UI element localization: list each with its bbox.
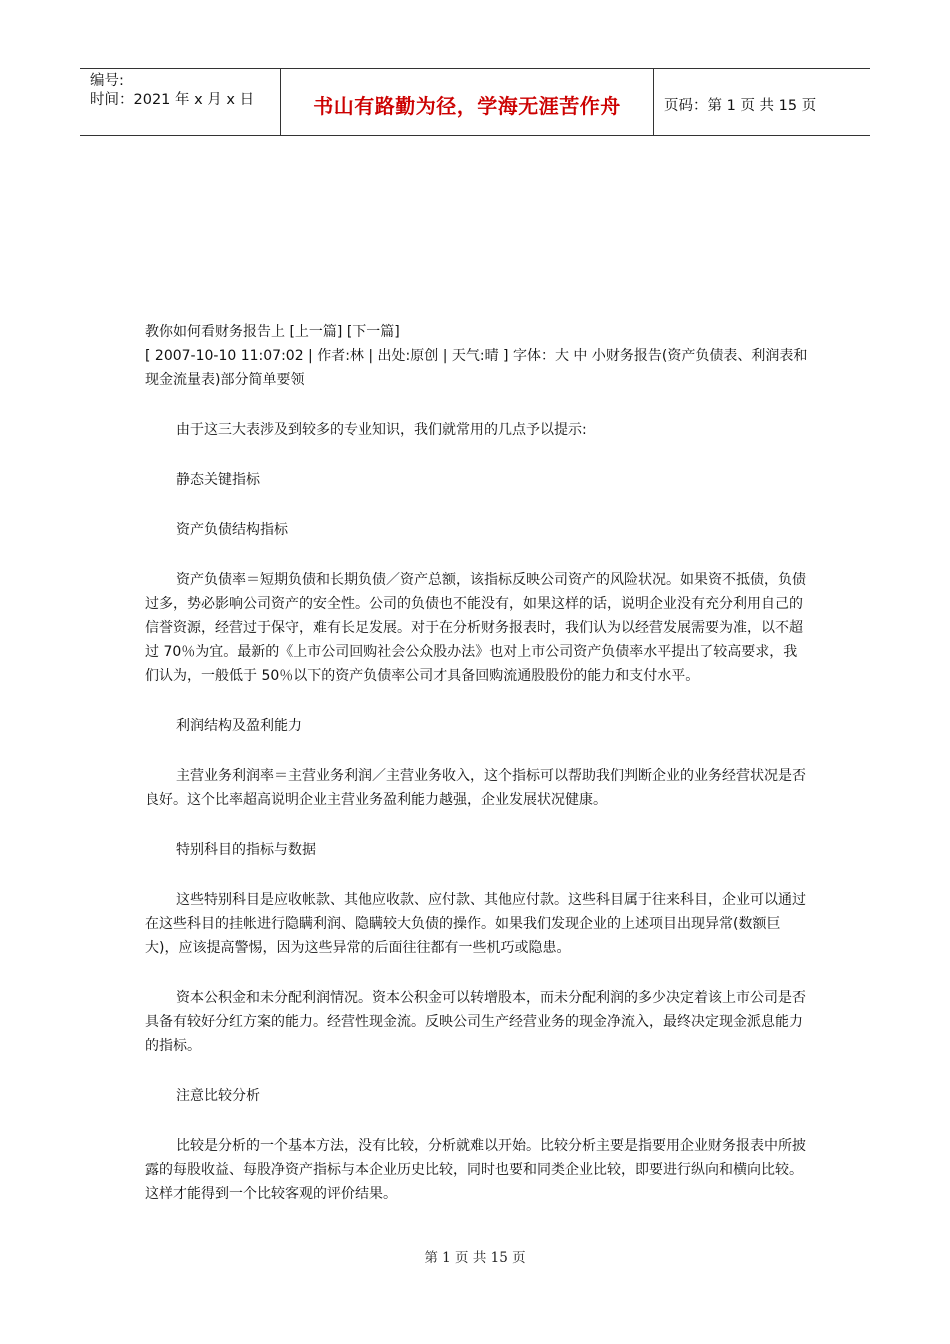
paragraph: 资产负债率＝短期负债和长期负债／资产总额，该指标反映公司资产的风险状况。如果资不抵债，负债过多，势必影响公司资产的安全性。公司的负债也不能没有，如果这样的话，说明企业没有充分利用自己的信誉资源，经营过于保守，难有长足发展。对于在分析财务报表时，我们认为以经营发展需要为准，以不超过 70％为宜。最新的《上市公司回购社会公众股办法》也对上市公司资产负债率水平提出了较高要求，我们认为，一般低于 50％以下的资产负债率公司才具备回购流通股股份的能力和支付水平。 [145,572,806,684]
header-info-cell [80,69,281,135]
page-header [80,68,870,136]
section-heading: 利润结构及盈利能力 [176,718,302,734]
footer-page-number: 第 1 页 共 15 页 [424,1250,526,1266]
paragraph: 资本公积金和未分配利润情况。资本公积金可以转增股本，而未分配利润的多少决定着该上市公司是否具备有较好分红方案的能力。经营性现金流。反映公司生产经营业务的现金净流入，最终决定现金派息能力的指标。 [145,990,806,1054]
header-page-number: 页码：第 1 页 共 15 页 [664,97,817,114]
article-body [145,320,810,1206]
section-heading: 资产负债结构指标 [176,522,288,538]
article-title-line: 教你如何看财务报告上 [上一篇] [下一篇] [145,324,400,340]
section-heading: 特别科目的指标与数据 [176,842,316,858]
paragraph: 比较是分析的一个基本方法，没有比较，分析就难以开始。比较分析主要是指要用企业财务报表中所披露的每股收益、每股净资产指标与本企业历史比较，同时也要和同类企业比较，即要进行纵向和横向比较。这样才能得到一个比较客观的评价结果。 [145,1138,806,1202]
header-page-cell [654,69,870,135]
paragraph: 这些特别科目是应收帐款、其他应收款、应付款、其他应付款。这些科目属于往来科目，企业可以通过在这些科目的挂帐进行隐瞒利润、隐瞒较大负债的操作。如果我们发现企业的上述项目出现异常(数额巨大)，应该提高警惕，因为这些异常的后面往往都有一些机巧或隐患。 [145,892,806,956]
paragraph: 主营业务利润率＝主营业务利润／主营业务收入，这个指标可以帮助我们判断企业的业务经营状况是否良好。这个比率超高说明企业主营业务盈利能力越强，企业发展状况健康。 [145,768,806,808]
page-footer [0,1246,950,1266]
article-meta-line: [ 2007-10-10 11:07:02 | 作者:林 | 出处:原创 | 天气:晴 ] 字体：大 中 小财务报告(资产负债表、利润表和现金流量表)部分简单要领 [145,348,808,388]
section-heading: 注意比较分析 [176,1088,260,1104]
document-time-label: 时间：2021 年 x 月 x 日 [90,92,255,108]
document-number-label: 编号: [90,73,124,89]
header-motto-cell [281,69,654,135]
header-motto: 书山有路勤为径，学海无涯苦作舟 [313,93,621,118]
section-heading: 静态关键指标 [176,472,260,488]
paragraph: 由于这三大表涉及到较多的专业知识，我们就常用的几点予以提示: [176,422,587,438]
